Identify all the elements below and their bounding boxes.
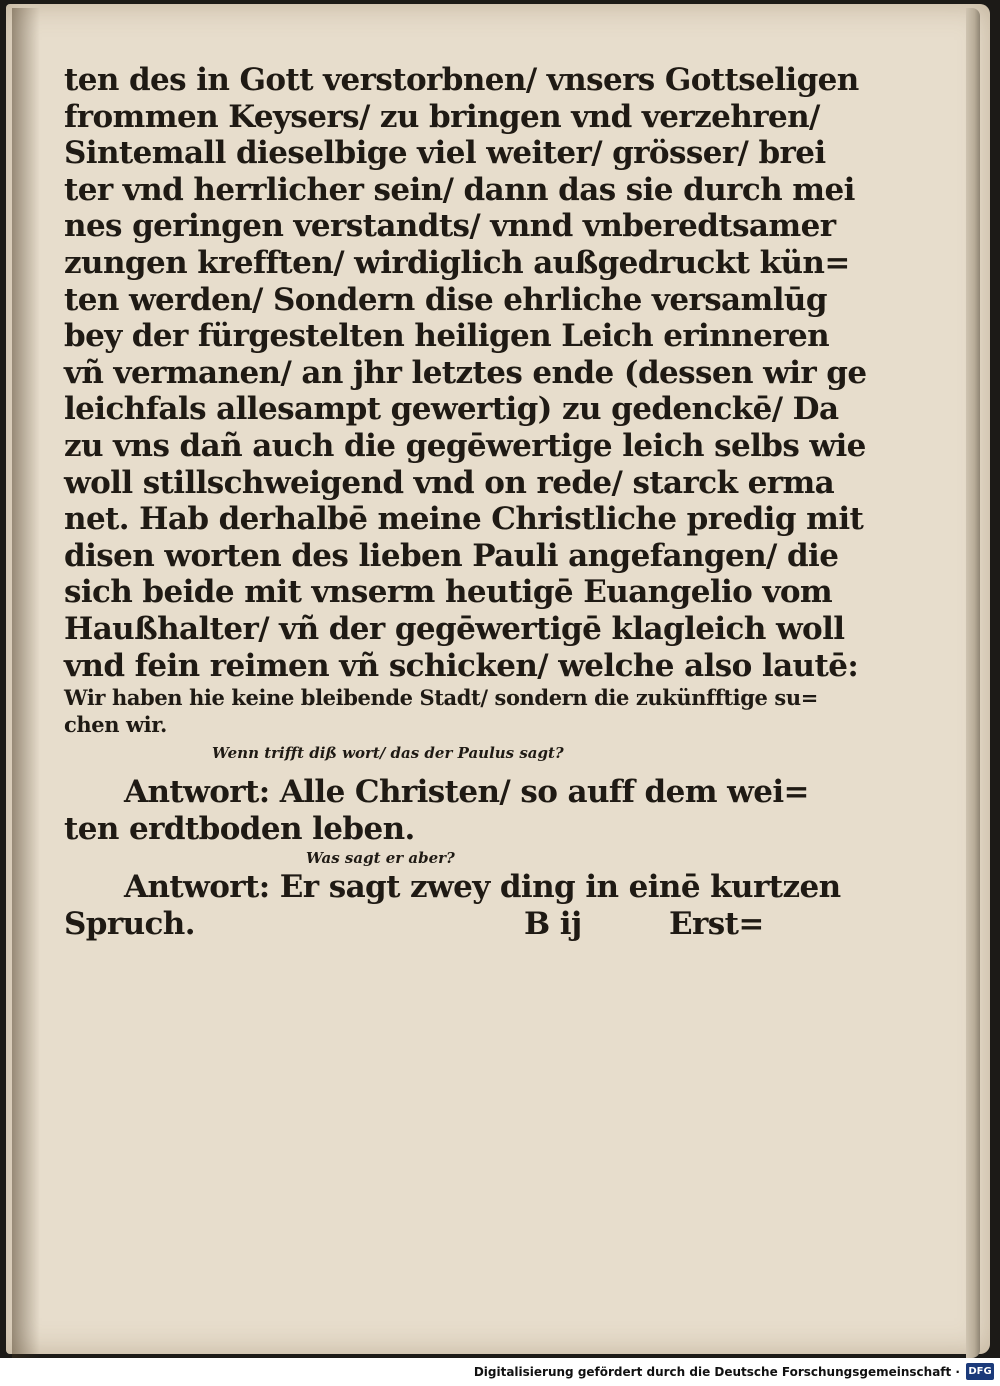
answer-line: Antwort: Alle Christen/ so auff dem wei= (124, 774, 809, 811)
footer-bar (0, 1358, 1000, 1386)
book-page (6, 4, 990, 1354)
catchword: Erst= (669, 905, 764, 942)
body-line: vñ vermanen/ an jhr letztes ende (dessen wir ge (64, 354, 867, 391)
funding-credit: Digitalisierung gefördert durch die Deutsche Forschungsgemeinschaft · (473, 1365, 960, 1379)
body-line: woll stillschweigend vnd on rede/ starck erma (64, 464, 835, 501)
last-word: Spruch. (64, 905, 195, 942)
body-line: ten des in Gott verstorbnen/ vnsers Gottseligen (64, 62, 859, 98)
body-line: bey der fürgestelten heiligen Leich erinneren (64, 318, 830, 355)
body-line: zu vns dañ auch die gegēwertige leich selbs wie (64, 427, 866, 464)
page-gutter-shadow (12, 8, 40, 1358)
question-heading: Wenn trifft diß wort/ das der Paulus sagt? (212, 744, 564, 763)
answer-line: Antwort: Er sagt zwey ding in einē kurtzen (124, 869, 841, 906)
body-line: nes geringen verstandts/ vnnd vnberedtsamer (64, 208, 836, 245)
scripture-quote-line: Wir haben hie keine bleibende Stadt/ sondern die zukünfftige su= (64, 685, 818, 711)
body-line: leichfals allesampt gewertig) zu gedenckē/ Da (64, 391, 839, 428)
dfg-logo: DFG (966, 1363, 994, 1380)
body-line: vnd fein reimen vñ schicken/ welche also lautē: (64, 647, 859, 684)
body-line: ten werden/ Sondern dise ehrliche versamlūg (64, 281, 827, 318)
signature-mark: B ij (524, 905, 582, 942)
body-line: Haußhalter/ vñ der gegēwertigē klagleich woll (64, 610, 845, 647)
body-line: Sintemall dieselbige viel weiter/ grösser/ brei (64, 135, 826, 172)
body-line: ter vnd herrlicher sein/ dann das sie durch mei (64, 171, 855, 208)
answer-line: ten erdtboden leben. (64, 810, 415, 847)
body-line: zungen krefften/ wirdiglich außgedruckt kün= (64, 244, 850, 281)
body-line: sich beide mit vnserm heutigē Euangelio vom (64, 574, 833, 611)
question-heading: Was sagt er aber? (306, 849, 455, 868)
scripture-quote-line: chen wir. (64, 712, 167, 738)
page-fore-edge (966, 8, 980, 1358)
body-line: frommen Keysers/ zu bringen vnd verzehren/ (64, 98, 820, 135)
text-block (64, 62, 867, 942)
body-line: disen worten des lieben Pauli angefangen/ die (64, 537, 839, 574)
last-line (64, 906, 764, 943)
body-line: net. Hab derhalbē meine Christliche predig mit (64, 501, 864, 538)
